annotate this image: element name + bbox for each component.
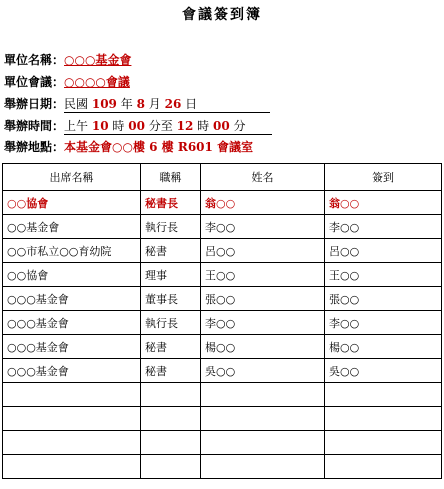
time-start-min: 00 <box>128 119 145 133</box>
cell-attendee-name: ○○○基金會 <box>3 311 141 335</box>
time-value <box>64 118 272 135</box>
time-hour-unit-2: 時 <box>197 119 210 133</box>
cell-signature <box>325 455 442 479</box>
cell-attendee-name: ○○協會 <box>3 191 141 215</box>
date-line <box>4 96 270 112</box>
cell-attendee-name: ○○○基金會 <box>3 335 141 359</box>
cell-job-title: 執行長 <box>141 311 201 335</box>
table-row <box>3 215 442 239</box>
header-signature: 簽到 <box>325 164 442 191</box>
cell-job-title <box>141 383 201 407</box>
header-person-name: 姓名 <box>201 164 325 191</box>
cell-job-title: 董事長 <box>141 287 201 311</box>
date-day: 26 <box>164 97 182 111</box>
cell-attendee-name: ○○○基金會 <box>3 287 141 311</box>
table-row <box>3 311 442 335</box>
header-attendee-name: 出席名稱 <box>3 164 141 191</box>
cell-signature: 呂○○ <box>325 239 442 263</box>
cell-attendee-name: ○○市私立○○育幼院 <box>3 239 141 263</box>
time-end-hour: 12 <box>176 119 194 133</box>
table-row <box>3 359 442 383</box>
time-line <box>4 118 272 134</box>
cell-attendee-name <box>3 431 141 455</box>
example-row <box>3 191 442 215</box>
cell-person-name: 呂○○ <box>201 239 325 263</box>
table-row <box>3 407 442 431</box>
date-prefix: 民國 <box>64 97 89 111</box>
sign-in-table <box>2 163 442 479</box>
header-job-title: 職稱 <box>141 164 201 191</box>
cell-attendee-name <box>3 455 141 479</box>
cell-person-name: 楊○○ <box>201 335 325 359</box>
date-day-unit: 日 <box>185 97 198 111</box>
cell-job-title <box>141 407 201 431</box>
cell-job-title: 秘書 <box>141 335 201 359</box>
cell-person-name: 李○○ <box>201 215 325 239</box>
cell-person-name: 張○○ <box>201 287 325 311</box>
cell-attendee-name <box>3 407 141 431</box>
date-month: 8 <box>136 97 145 111</box>
time-min-unit: 分 <box>233 119 246 133</box>
cell-person-name <box>201 383 325 407</box>
cell-person-name: 翁○○ <box>201 191 325 215</box>
cell-job-title <box>141 431 201 455</box>
time-label: 舉辦時間： <box>4 119 65 133</box>
cell-signature: 王○○ <box>325 263 442 287</box>
table-row <box>3 335 442 359</box>
time-period: 上午 <box>64 119 89 133</box>
unit-name-line <box>4 52 131 68</box>
cell-job-title: 秘書 <box>141 239 201 263</box>
cell-person-name: 王○○ <box>201 263 325 287</box>
cell-person-name <box>201 407 325 431</box>
cell-job-title: 秘書 <box>141 359 201 383</box>
cell-signature: 楊○○ <box>325 335 442 359</box>
cell-job-title: 執行長 <box>141 215 201 239</box>
date-year: 109 <box>91 97 117 111</box>
cell-signature: 李○○ <box>325 311 442 335</box>
date-month-unit: 月 <box>148 97 161 111</box>
time-hour-unit-1: 時 <box>112 119 125 133</box>
cell-job-title <box>141 455 201 479</box>
unit-name-value: ○○○基金會 <box>64 53 132 67</box>
cell-signature: 李○○ <box>325 215 442 239</box>
cell-signature: 翁○○ <box>325 191 442 215</box>
time-end-min: 00 <box>212 119 230 133</box>
meeting-label: 單位會議： <box>4 75 65 89</box>
unit-name-label: 單位名稱： <box>4 53 65 67</box>
meeting-line <box>4 74 130 90</box>
cell-job-title: 理事 <box>141 263 201 287</box>
cell-person-name: 吳○○ <box>201 359 325 383</box>
table-header-row <box>3 164 442 191</box>
cell-person-name <box>201 455 325 479</box>
cell-person-name <box>201 431 325 455</box>
cell-attendee-name: ○○協會 <box>3 263 141 287</box>
cell-attendee-name: ○○○基金會 <box>3 359 141 383</box>
table-row <box>3 383 442 407</box>
cell-signature <box>325 431 442 455</box>
table-row <box>3 239 442 263</box>
place-value: 本基金會○○樓 6 樓 R601 會議室 <box>64 140 254 154</box>
cell-signature <box>325 407 442 431</box>
table-row <box>3 287 442 311</box>
document-title: 會議簽到簿 <box>182 7 262 23</box>
table-row <box>3 431 442 455</box>
place-label: 舉辦地點： <box>4 140 65 154</box>
time-start-hour: 10 <box>91 119 109 133</box>
cell-person-name: 李○○ <box>201 311 325 335</box>
table-row <box>3 455 442 479</box>
place-line <box>4 139 253 155</box>
date-label: 舉辦日期： <box>4 97 65 111</box>
cell-job-title: 秘書長 <box>141 191 201 215</box>
cell-signature: 張○○ <box>325 287 442 311</box>
date-value <box>64 96 270 113</box>
time-to: 分至 <box>148 119 173 133</box>
cell-attendee-name: ○○基金會 <box>3 215 141 239</box>
table-row <box>3 263 442 287</box>
cell-signature: 吳○○ <box>325 359 442 383</box>
date-year-unit: 年 <box>120 97 133 111</box>
cell-signature <box>325 383 442 407</box>
cell-attendee-name <box>3 383 141 407</box>
meeting-value: ○○○○會議 <box>64 75 130 89</box>
